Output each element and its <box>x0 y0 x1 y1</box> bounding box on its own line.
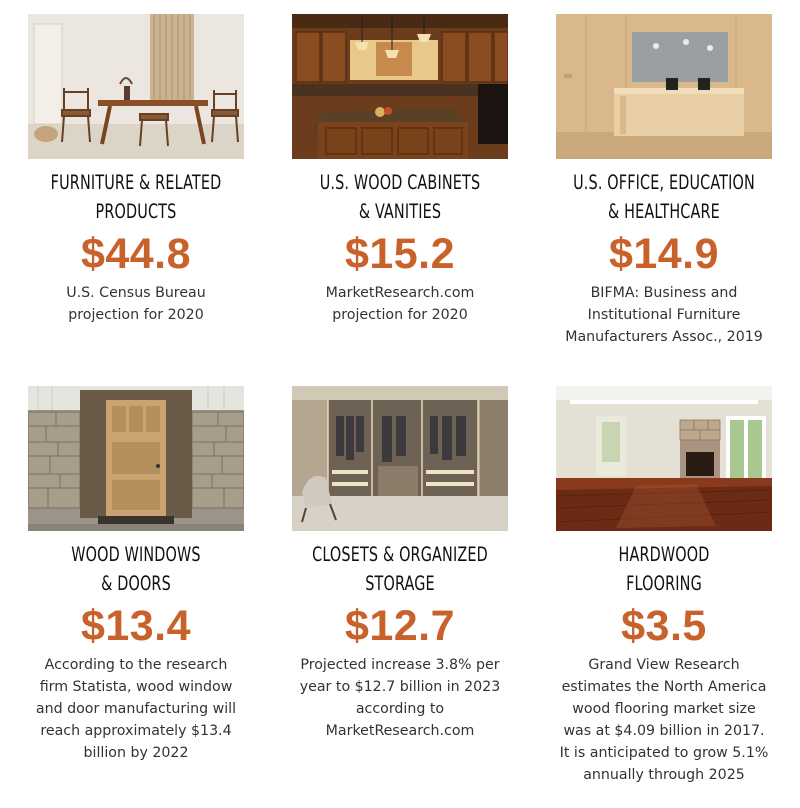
desc-line: projection for 2020 <box>332 307 468 323</box>
title-line: FURNITURE & RELATED <box>50 171 222 194</box>
desc-line: Institutional Furniture <box>587 307 741 323</box>
wood-door-photo <box>28 386 244 531</box>
desc-line: Manufacturers Assoc., 2019 <box>565 329 763 345</box>
desc-line: It is anticipated to grow 5.1% <box>559 745 769 761</box>
card-value: $12.7 <box>344 602 456 650</box>
door-image <box>28 386 244 531</box>
title-line: STORAGE <box>365 572 435 595</box>
desc-line: was at $4.09 billion in 2017. <box>563 723 765 739</box>
card-furniture <box>4 14 268 326</box>
card-office <box>532 14 796 348</box>
card-title <box>28 168 244 226</box>
card-value: $3.5 <box>621 602 707 650</box>
card-value: $44.8 <box>80 230 192 278</box>
title-line: CLOSETS & ORGANIZED <box>312 543 488 566</box>
card-description <box>532 282 796 348</box>
desc-line: according to <box>355 701 445 717</box>
card-title <box>556 168 772 226</box>
title-line: & DOORS <box>101 572 171 595</box>
desc-line: BIFMA: Business and <box>590 285 738 301</box>
card-description <box>268 654 532 742</box>
card-title <box>556 540 772 598</box>
dining-room-image <box>28 14 244 159</box>
dining-room-photo <box>28 14 244 159</box>
card-flooring <box>532 386 796 786</box>
office-image <box>556 14 772 159</box>
title-line: & HEALTHCARE <box>608 200 720 223</box>
desc-line: wood flooring market size <box>572 701 756 717</box>
title-line: PRODUCTS <box>95 200 177 223</box>
card-title <box>292 540 508 598</box>
card-title <box>28 540 244 598</box>
card-description <box>268 282 532 326</box>
card-description <box>4 282 268 326</box>
desc-line: and door manufacturing will <box>35 701 237 717</box>
card-value: $14.9 <box>608 230 720 278</box>
title-line: U.S. WOOD CABINETS <box>319 171 481 194</box>
title-line: FLOORING <box>626 572 702 595</box>
desc-line: Projected increase 3.8% per <box>300 657 500 673</box>
desc-line: annually through 2025 <box>583 767 745 783</box>
card-doors <box>4 386 268 764</box>
hardwood-floor-photo <box>556 386 772 531</box>
title-line: U.S. OFFICE, EDUCATION <box>573 171 755 194</box>
card-description <box>4 654 268 764</box>
office-reception-photo <box>556 14 772 159</box>
desc-line: Grand View Research <box>588 657 740 673</box>
desc-line: estimates the North America <box>561 679 767 695</box>
walk-in-closet-photo <box>292 386 508 531</box>
card-description <box>532 654 796 786</box>
title-line: HARDWOOD <box>618 543 710 566</box>
title-line: & VANITIES <box>358 200 442 223</box>
title-line: WOOD WINDOWS <box>71 543 201 566</box>
card-value: $13.4 <box>80 602 192 650</box>
desc-line: According to the research <box>44 657 228 673</box>
desc-line: projection for 2020 <box>68 307 204 323</box>
desc-line: year to $12.7 billion in 2023 <box>299 679 501 695</box>
desc-line: firm Statista, wood window <box>39 679 233 695</box>
kitchen-cabinets-photo <box>292 14 508 159</box>
desc-line: billion by 2022 <box>83 745 189 761</box>
closet-image <box>292 386 508 531</box>
desc-line: U.S. Census Bureau <box>66 285 206 301</box>
desc-line: MarketResearch.com <box>325 285 475 301</box>
card-closets <box>268 386 532 742</box>
card-cabinets <box>268 14 532 326</box>
card-value: $15.2 <box>344 230 456 278</box>
kitchen-image <box>292 14 508 159</box>
flooring-image <box>556 386 772 531</box>
desc-line: MarketResearch.com <box>325 723 475 739</box>
desc-line: reach approximately $13.4 <box>40 723 232 739</box>
card-title <box>292 168 508 226</box>
